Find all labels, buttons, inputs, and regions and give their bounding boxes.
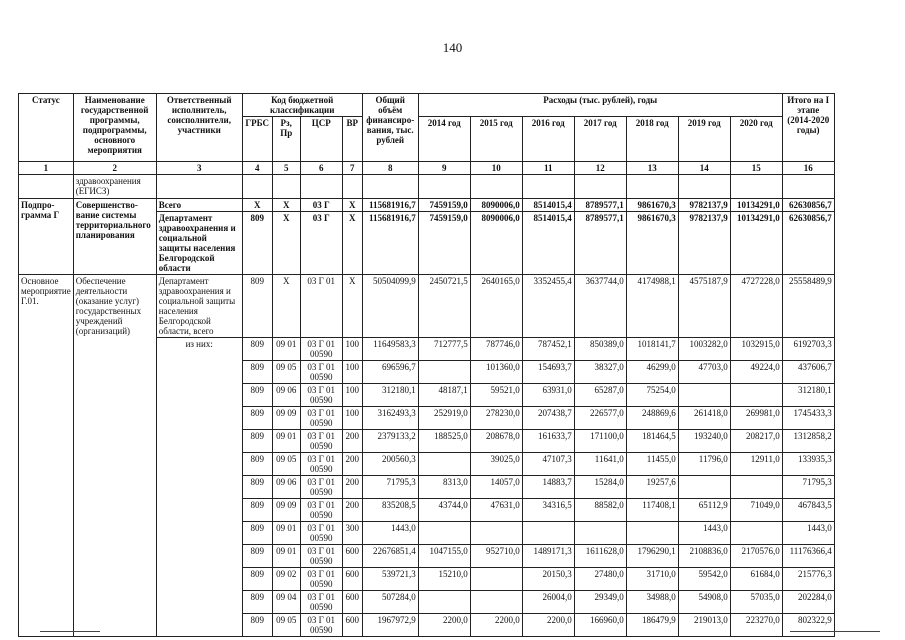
grbs-cell: 809 <box>242 499 272 522</box>
year-cell: 19257,6 <box>626 476 678 499</box>
subprogram-name: Совершенство-вание системы территориального планирования <box>73 199 156 275</box>
csr-cell: 03 Г 01 00590 <box>300 476 342 499</box>
year-cell: 3637744,0 <box>574 275 626 338</box>
year-cell: 1032915,0 <box>730 338 782 361</box>
vr-cell: X <box>342 199 362 212</box>
year-cell: 208217,0 <box>730 430 782 453</box>
total-cell: 696596,7 <box>362 361 418 384</box>
rzpr-cell: 09 05 <box>272 453 300 476</box>
year-cell: 712777,5 <box>418 338 470 361</box>
grbs-cell: 809 <box>242 453 272 476</box>
year-cell: 1018141,7 <box>626 338 678 361</box>
year-cell: 188525,0 <box>418 430 470 453</box>
rzpr-cell: 09 09 <box>272 407 300 430</box>
rzpr-cell: X <box>272 212 300 275</box>
column-number: 11 <box>522 162 574 175</box>
year-cell: 9861670,3 <box>626 199 678 212</box>
total-cell: 2379133,2 <box>362 430 418 453</box>
column-number: 13 <box>626 162 678 175</box>
year-cell: 171100,0 <box>574 430 626 453</box>
stage-total-cell: 71795,3 <box>782 476 834 499</box>
year-cell <box>730 384 782 407</box>
column-number: 4 <box>242 162 272 175</box>
rzpr-cell: 09 04 <box>272 591 300 614</box>
year-cell <box>730 522 782 545</box>
rzpr-cell: 09 06 <box>272 384 300 407</box>
year-cell: 48187,1 <box>418 384 470 407</box>
year-cell: 9861670,3 <box>626 212 678 275</box>
year-cell: 7459159,0 <box>418 212 470 275</box>
vr-cell: 100 <box>342 407 362 430</box>
stage-total-cell: 312180,1 <box>782 384 834 407</box>
csr-cell: 03 Г 01 00590 <box>300 499 342 522</box>
year-cell: 11796,0 <box>678 453 730 476</box>
year-cell: 4727228,0 <box>730 275 782 338</box>
year-cell: 207438,7 <box>522 407 574 430</box>
year-cell: 9782137,9 <box>678 199 730 212</box>
column-number: 9 <box>418 162 470 175</box>
year-cell: 8514015,4 <box>522 199 574 212</box>
responsible-cell: Всего <box>156 199 242 212</box>
grbs-cell: 809 <box>242 275 272 338</box>
year-cell: 161633,7 <box>522 430 574 453</box>
year-cell: 278230,0 <box>470 407 522 430</box>
column-number: 6 <box>300 162 342 175</box>
bottom-rule <box>40 631 100 632</box>
year-cell: 4575187,9 <box>678 275 730 338</box>
year-cell: 65112,9 <box>678 499 730 522</box>
year-cell: 15284,0 <box>574 476 626 499</box>
grbs-cell: 809 <box>242 591 272 614</box>
rzpr-cell: 09 05 <box>272 361 300 384</box>
year-cell: 4174988,1 <box>626 275 678 338</box>
year-cell: 2200,0 <box>470 614 522 637</box>
year-cell: 31710,0 <box>626 568 678 591</box>
year-cell: 2200,0 <box>418 614 470 637</box>
year-cell <box>470 591 522 614</box>
year-cell: 59521,0 <box>470 384 522 407</box>
year-cell: 75254,0 <box>626 384 678 407</box>
carry-text: здравоохранения (ЕГИСЗ) <box>73 175 156 199</box>
year-cell: 11455,0 <box>626 453 678 476</box>
vr-cell: 200 <box>342 499 362 522</box>
total-cell: 115681916,7 <box>362 212 418 275</box>
csr-cell: 03 Г <box>300 212 342 275</box>
stage-total-cell: 1312858,2 <box>782 430 834 453</box>
year-cell: 248869,6 <box>626 407 678 430</box>
year-cell: 1611628,0 <box>574 545 626 568</box>
year-cell: 10134291,0 <box>730 199 782 212</box>
header-2017: 2017 год <box>574 117 626 162</box>
rzpr-cell: X <box>272 275 300 338</box>
header-vr: ВР <box>342 117 362 162</box>
grbs-cell: 809 <box>242 476 272 499</box>
subprogram-status: Подпро-грамма Г <box>19 199 74 275</box>
column-number-row <box>19 162 835 175</box>
year-cell: 269981,0 <box>730 407 782 430</box>
year-cell: 12911,0 <box>730 453 782 476</box>
year-cell: 8090006,0 <box>470 199 522 212</box>
year-cell <box>678 384 730 407</box>
year-cell <box>574 522 626 545</box>
measure-status: Основное мероприятие Г.01. <box>19 275 74 637</box>
header-stage-total: Итого на I этапе (2014-2020 годы) <box>782 94 834 162</box>
year-cell: 39025,0 <box>470 453 522 476</box>
vr-cell: X <box>342 275 362 338</box>
year-cell <box>626 522 678 545</box>
vr-cell: 600 <box>342 568 362 591</box>
measure-row <box>19 275 835 338</box>
year-cell <box>418 522 470 545</box>
subprogram-row <box>19 199 835 212</box>
year-cell: 952710,0 <box>470 545 522 568</box>
total-cell: 312180,1 <box>362 384 418 407</box>
measure-name: Обеспечение деятельности (оказание услуг) государственных учреждений (организаций) <box>73 275 156 637</box>
rzpr-cell: 09 01 <box>272 545 300 568</box>
vr-cell: X <box>342 212 362 275</box>
vr-cell: 100 <box>342 338 362 361</box>
year-cell: 43744,0 <box>418 499 470 522</box>
column-number: 7 <box>342 162 362 175</box>
csr-cell: 03 Г 01 00590 <box>300 361 342 384</box>
total-cell: 71795,3 <box>362 476 418 499</box>
total-cell: 22676851,4 <box>362 545 418 568</box>
year-cell: 65287,0 <box>574 384 626 407</box>
header-budget-code: Код бюджетной классификации <box>242 94 362 117</box>
column-number: 1 <box>19 162 74 175</box>
grbs-cell: X <box>242 199 272 212</box>
stage-total-cell: 11176366,4 <box>782 545 834 568</box>
rzpr-cell: 09 05 <box>272 614 300 637</box>
total-cell: 115681916,7 <box>362 199 418 212</box>
year-cell: 8514015,4 <box>522 212 574 275</box>
grbs-cell: 809 <box>242 384 272 407</box>
year-cell: 54908,0 <box>678 591 730 614</box>
csr-cell: 03 Г 01 00590 <box>300 338 342 361</box>
year-cell: 154693,7 <box>522 361 574 384</box>
year-cell: 2450721,5 <box>418 275 470 338</box>
csr-cell: 03 Г 01 00590 <box>300 522 342 545</box>
rzpr-cell: X <box>272 199 300 212</box>
header-status: Статус <box>19 94 74 162</box>
column-number: 8 <box>362 162 418 175</box>
csr-cell: 03 Г 01 00590 <box>300 453 342 476</box>
csr-cell: 03 Г 01 00590 <box>300 384 342 407</box>
year-cell: 8090006,0 <box>470 212 522 275</box>
rzpr-cell: 09 01 <box>272 338 300 361</box>
csr-cell: 03 Г 01 00590 <box>300 614 342 637</box>
year-cell: 7459159,0 <box>418 199 470 212</box>
year-cell: 2640165,0 <box>470 275 522 338</box>
year-cell: 101360,0 <box>470 361 522 384</box>
year-cell: 10134291,0 <box>730 212 782 275</box>
column-number: 5 <box>272 162 300 175</box>
year-cell <box>522 522 574 545</box>
year-cell: 8313,0 <box>418 476 470 499</box>
stage-total-cell: 437606,7 <box>782 361 834 384</box>
measure-responsible: Департамент здравоохранения и социальной защиты населения Белгородской области, всего <box>156 275 242 338</box>
sub-label: из них: <box>156 338 242 637</box>
stage-total-cell: 215776,3 <box>782 568 834 591</box>
year-cell: 1443,0 <box>678 522 730 545</box>
header-2015: 2015 год <box>470 117 522 162</box>
csr-cell: 03 Г <box>300 199 342 212</box>
column-number: 16 <box>782 162 834 175</box>
year-cell: 850389,0 <box>574 338 626 361</box>
total-cell: 539721,3 <box>362 568 418 591</box>
year-cell: 15210,0 <box>418 568 470 591</box>
total-cell: 1443,0 <box>362 522 418 545</box>
year-cell: 181464,5 <box>626 430 678 453</box>
stage-total-cell: 62630856,7 <box>782 199 834 212</box>
year-cell: 47631,0 <box>470 499 522 522</box>
rzpr-cell: 09 06 <box>272 476 300 499</box>
year-cell <box>730 476 782 499</box>
stage-total-cell: 1745433,3 <box>782 407 834 430</box>
year-cell: 1489171,3 <box>522 545 574 568</box>
year-cell: 88582,0 <box>574 499 626 522</box>
year-cell: 1047155,0 <box>418 545 470 568</box>
year-cell: 252919,0 <box>418 407 470 430</box>
column-number: 2 <box>73 162 156 175</box>
year-cell: 29349,0 <box>574 591 626 614</box>
vr-cell: 600 <box>342 545 362 568</box>
year-cell: 34988,0 <box>626 591 678 614</box>
year-cell: 208678,0 <box>470 430 522 453</box>
header-csr: ЦСР <box>300 117 342 162</box>
rzpr-cell: 09 09 <box>272 499 300 522</box>
year-cell: 38327,0 <box>574 361 626 384</box>
stage-total-cell: 202284,0 <box>782 591 834 614</box>
year-cell: 166960,0 <box>574 614 626 637</box>
year-cell: 61684,0 <box>730 568 782 591</box>
year-cell: 117408,1 <box>626 499 678 522</box>
year-cell <box>418 591 470 614</box>
year-cell: 8789577,1 <box>574 212 626 275</box>
total-cell: 200560,3 <box>362 453 418 476</box>
csr-cell: 03 Г 01 00590 <box>300 407 342 430</box>
stage-total-cell: 467843,5 <box>782 499 834 522</box>
year-cell: 14883,7 <box>522 476 574 499</box>
year-cell: 3352455,4 <box>522 275 574 338</box>
year-cell <box>678 476 730 499</box>
year-cell: 787746,0 <box>470 338 522 361</box>
csr-cell: 03 Г 01 00590 <box>300 568 342 591</box>
csr-cell: 03 Г 01 00590 <box>300 591 342 614</box>
grbs-cell: 809 <box>242 568 272 591</box>
year-cell: 219013,0 <box>678 614 730 637</box>
total-cell: 3162493,3 <box>362 407 418 430</box>
year-cell: 787452,1 <box>522 338 574 361</box>
year-cell: 27480,0 <box>574 568 626 591</box>
rzpr-cell: 09 02 <box>272 568 300 591</box>
year-cell: 186479,9 <box>626 614 678 637</box>
column-number: 10 <box>470 162 522 175</box>
year-cell: 34316,5 <box>522 499 574 522</box>
header-2018: 2018 год <box>626 117 678 162</box>
column-number: 14 <box>678 162 730 175</box>
header-2020: 2020 год <box>730 117 782 162</box>
carry-row <box>19 175 835 199</box>
column-number: 3 <box>156 162 242 175</box>
total-cell: 1967972,9 <box>362 614 418 637</box>
year-cell: 46299,0 <box>626 361 678 384</box>
grbs-cell: 809 <box>242 212 272 275</box>
header-total: Общий объём финансиро-вания, тыс. рублей <box>362 94 418 162</box>
year-cell: 57035,0 <box>730 591 782 614</box>
grbs-cell: 809 <box>242 545 272 568</box>
vr-cell: 200 <box>342 430 362 453</box>
year-cell: 2108836,0 <box>678 545 730 568</box>
column-number: 15 <box>730 162 782 175</box>
rzpr-cell: 09 01 <box>272 522 300 545</box>
header-responsible: Ответственный исполнитель, соисполнители, участники <box>156 94 242 162</box>
vr-cell: 200 <box>342 453 362 476</box>
year-cell: 9782137,9 <box>678 212 730 275</box>
year-cell: 1796290,1 <box>626 545 678 568</box>
year-cell: 2200,0 <box>522 614 574 637</box>
stage-total-cell: 25558489,9 <box>782 275 834 338</box>
csr-cell: 03 Г 01 00590 <box>300 545 342 568</box>
header-name: Наименование государственной программы, подпрограммы, основного мероприятия <box>73 94 156 162</box>
header-grbs: ГРБС <box>242 117 272 162</box>
vr-cell: 100 <box>342 384 362 407</box>
year-cell <box>418 453 470 476</box>
header-2016: 2016 год <box>522 117 574 162</box>
year-cell: 11641,0 <box>574 453 626 476</box>
year-cell: 226577,0 <box>574 407 626 430</box>
stage-total-cell: 1443,0 <box>782 522 834 545</box>
year-cell: 71049,0 <box>730 499 782 522</box>
year-cell: 63931,0 <box>522 384 574 407</box>
year-cell: 26004,0 <box>522 591 574 614</box>
total-cell: 50504099,9 <box>362 275 418 338</box>
grbs-cell: 809 <box>242 361 272 384</box>
year-cell: 223270,0 <box>730 614 782 637</box>
rzpr-cell: 09 01 <box>272 430 300 453</box>
year-cell: 20150,3 <box>522 568 574 591</box>
responsible-cell: Департамент здравоохранения и социальной защиты населения Белгородской области <box>156 212 242 275</box>
vr-cell: 100 <box>342 361 362 384</box>
year-cell: 8789577,1 <box>574 199 626 212</box>
stage-total-cell: 62630856,7 <box>782 212 834 275</box>
vr-cell: 600 <box>342 591 362 614</box>
grbs-cell: 809 <box>242 614 272 637</box>
bottom-rule <box>790 631 880 632</box>
year-cell: 59542,0 <box>678 568 730 591</box>
csr-cell: 03 Г 01 <box>300 275 342 338</box>
year-cell <box>470 568 522 591</box>
year-cell: 1003282,0 <box>678 338 730 361</box>
total-cell: 507284,0 <box>362 591 418 614</box>
vr-cell: 200 <box>342 476 362 499</box>
column-number: 12 <box>574 162 626 175</box>
grbs-cell: 809 <box>242 338 272 361</box>
year-cell: 47107,3 <box>522 453 574 476</box>
header-rzpr: Рз, Пр <box>272 117 300 162</box>
year-cell: 2170576,0 <box>730 545 782 568</box>
year-cell: 49224,0 <box>730 361 782 384</box>
grbs-cell: 809 <box>242 407 272 430</box>
year-cell <box>470 522 522 545</box>
stage-total-cell: 6192703,3 <box>782 338 834 361</box>
page-number: 140 <box>442 40 463 55</box>
total-cell: 835208,5 <box>362 499 418 522</box>
stage-total-cell: 133935,3 <box>782 453 834 476</box>
year-cell: 47703,0 <box>678 361 730 384</box>
grbs-cell: 809 <box>242 430 272 453</box>
stage-total-cell: 802322,9 <box>782 614 834 637</box>
total-cell: 11649583,3 <box>362 338 418 361</box>
header-2019: 2019 год <box>678 117 730 162</box>
budget-table <box>18 93 835 637</box>
vr-cell: 600 <box>342 614 362 637</box>
year-cell: 14057,0 <box>470 476 522 499</box>
vr-cell: 300 <box>342 522 362 545</box>
year-cell: 261418,0 <box>678 407 730 430</box>
grbs-cell: 809 <box>242 522 272 545</box>
year-cell: 193240,0 <box>678 430 730 453</box>
header-2014: 2014 год <box>418 117 470 162</box>
header-expenses: Расходы (тыс. рублей), годы <box>418 94 782 117</box>
csr-cell: 03 Г 01 00590 <box>300 430 342 453</box>
year-cell <box>418 361 470 384</box>
